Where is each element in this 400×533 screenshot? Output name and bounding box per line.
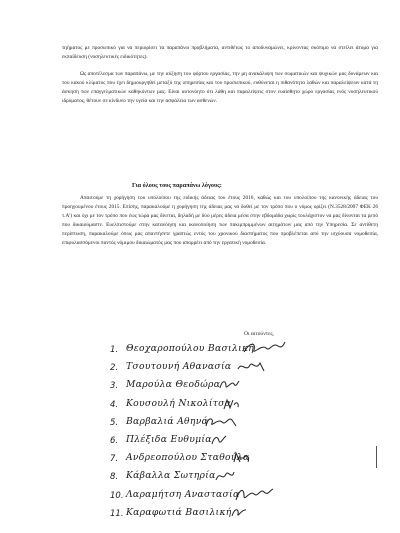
- handwritten-signature: [210, 433, 228, 447]
- signature-number: 2.: [110, 363, 119, 374]
- signature-row: [110, 488, 370, 506]
- signers-label: Οι αιτούντες,: [244, 331, 274, 337]
- signature-number: 10.: [110, 490, 124, 501]
- handwritten-signature: [236, 359, 266, 375]
- paragraph-consequences: Ως αποτέλεσμα των παραπάνω, με την αύξηση του φόρτου εργασίας, την μη ανακάλυψη των σωματικών και ψυχικών μας δυνάμεων και του κακού κλίματος που έχει δημιουργηθεί μεταξύ της υπηρεσίας και του προσωπικού, ευθύνεται η πιθανότητα λαθών και παραλείψεων κατά τη άσκηση των επαγγελματικών καθηκόντων μας. Είναι αυτονόητο ότι λάθη και παραλείψεις στον ευαίσθητο χώρο εργασίας ενός νοσηλευτικού ιδρύματος, θέτουν σε κίνδυνο την υγεία και την ασφάλεια των ασθενών.: [62, 71, 378, 104]
- handwritten-signature: [218, 378, 240, 392]
- signature-name: Κουσουλή Νικολίτσα: [126, 397, 232, 409]
- signature-row: [110, 451, 370, 469]
- signature-name: Ανδρεοπούλου Σταθούλα: [126, 452, 250, 464]
- handwritten-signature: [242, 340, 286, 356]
- signature-name: Λαραμήτση Αναστασία: [126, 488, 240, 500]
- handwritten-signature: [222, 397, 240, 411]
- scan-edge-mark: [376, 446, 377, 468]
- handwritten-signature: [234, 486, 274, 504]
- signature-name: Πλέξιδα Ευθυμία: [126, 433, 212, 445]
- signature-number: 7.: [110, 454, 119, 465]
- signature-number: 5.: [110, 417, 119, 428]
- signature-number: 6.: [110, 435, 119, 446]
- signature-name: Καραφωτιά Βασιλική: [126, 506, 232, 518]
- handwritten-signature: [214, 468, 236, 484]
- signature-number: 11.: [110, 508, 124, 519]
- signature-number: 3.: [110, 381, 119, 392]
- signature-row: [110, 342, 370, 360]
- signature-name: Κάβαλλα Σωτηρία: [126, 470, 216, 482]
- handwritten-signature: [230, 505, 248, 519]
- paragraph-continuation: τηήματος με προσωπικό για να περιορίσει τα παραπάνω προβλήματα, αντιθέτως το αποδυναμώνει, κρίνοντας σκόπιμο να στείλει άτομα για εκπαίδευση (νοσηλευτικές ειδικότητες).: [62, 45, 378, 60]
- signature-list: [110, 342, 370, 524]
- section-heading: Για όλους τους παραπάνω λόγους:: [132, 182, 222, 189]
- signature-number: 4.: [110, 399, 119, 410]
- signature-row: [110, 360, 370, 378]
- signature-row: [110, 397, 370, 415]
- paragraph-demands: Απαιτούμε τη χορήγηση του υπολοίπου της ειδικής άδειας του έτους 2016, καθώς και του υπολοίπου της κανονικής άδειας του προηγουμένου έτους 2015. Επίσης, παρακαλούμε η χορήγηση της άδειας μας να δοθεί με τον τρόπο που ο νόμος ορίζει (Ν.3528/2007 ΦΕΚ 26 τ.Α') και όχι με τον τρόπο που έως τώρα μας δίνεται, δηλαδή με δύο μέρες άδεια μέσα στην εβδομάδα χωρίς τουλάχιστον να μας δίνονται τα ρεπό που δικαιούμαστε. Ευελπιστούμε στην κατανόηση και ικανοποίηση των πακιμπριμμένων αιτημάτων μας από την Υπηρεσία. Σε αντίθετη περίπτωση, παρακαλούμε όπως μας απαντήσετε γραπτώς εντός του χρονικού διαστήματος που προβλέπεται από την ισχύουσα νομοθεσία, επιφυλασσόμενοι παντός νόμιμου δικαιώματός μας που απορρέει από την εργατική νομοθεσία.: [62, 195, 378, 246]
- handwritten-signature: [204, 414, 238, 430]
- signature-name: Θεοχαροπούλου Βασιλική: [126, 343, 255, 354]
- signature-name: Τσουτουνή Αθανασία: [126, 361, 232, 373]
- signature-row: [110, 378, 370, 396]
- signature-name: Μαρούλα Θεοδώρα: [126, 379, 221, 391]
- signature-name: Βαρβαλιά Αθηνά: [126, 415, 209, 427]
- handwritten-signature: [232, 450, 252, 466]
- signature-row: [110, 415, 370, 433]
- signature-row: [110, 433, 370, 451]
- signature-row: [110, 506, 370, 524]
- signature-number: 8.: [110, 472, 119, 483]
- signature-number: 1.: [110, 345, 119, 355]
